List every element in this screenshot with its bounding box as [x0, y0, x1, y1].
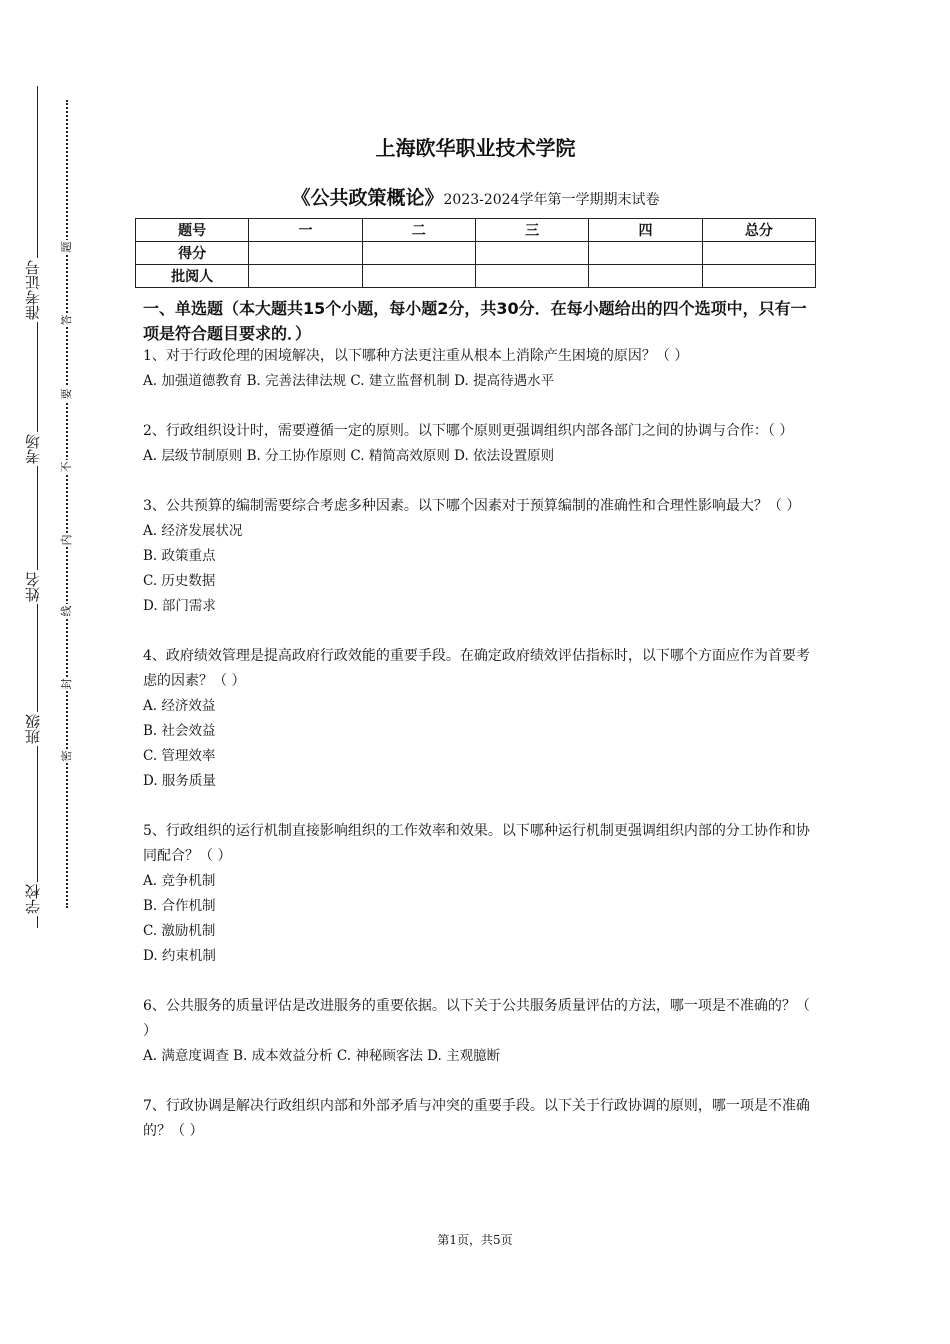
- seal-char: 封: [60, 678, 73, 690]
- exam-title: [143, 183, 808, 210]
- score-table-header: 一: [249, 219, 362, 242]
- question-option: A. 经济发展状况: [143, 523, 243, 539]
- question-stem: 2、行政组织设计时，需要遵循一定的原则。以下哪个原则更强调组织内部各部门之间的协调与合作：（ ）: [143, 423, 794, 439]
- question-stem: 5、行政组织的运行机制直接影响组织的工作效率和效果。以下哪种运行机制更强调组织内部的分工协作和协同配合？（ ）: [143, 823, 810, 864]
- score-table-header: 四: [589, 219, 702, 242]
- question-option: B. 合作机制: [143, 898, 216, 914]
- question-option: B. 社会效益: [143, 723, 216, 739]
- reviewer-cell: [249, 265, 362, 288]
- question-options: A. 满意度调查 B. 成本效益分析 C. 神秘顾客法 D. 主观臆断: [143, 1048, 501, 1064]
- school-title: 上海欧华职业技术学院: [375, 136, 576, 160]
- question-option: D. 约束机制: [143, 948, 216, 964]
- seal-char: 要: [60, 388, 73, 400]
- exam-number-field-label: 准考证号: [24, 260, 42, 320]
- score-table-header: 三: [475, 219, 588, 242]
- score-table-header-row: [136, 219, 816, 242]
- term-title: 2023-2024学年第一学期期末试卷: [443, 192, 660, 208]
- exam-room-field-label: 考场: [24, 434, 42, 464]
- score-row: [136, 242, 816, 265]
- reviewer-row: [136, 265, 816, 288]
- score-table-header: 总分: [702, 219, 815, 242]
- question-6: [143, 994, 815, 1069]
- score-cell: [589, 242, 702, 265]
- binding-solid-line: [37, 86, 38, 928]
- question-option: A. 经济效益: [143, 698, 216, 714]
- score-cell: [475, 242, 588, 265]
- section-heading: 一、单选题（本大题共15个小题，每小题2分，共30分．在每小题给出的四个选项中，只有一项是符合题目要求的．）: [143, 299, 807, 343]
- reviewer-row-label: 批阅人: [136, 265, 249, 288]
- question-4: [143, 644, 815, 794]
- question-options: A. 层级节制原则 B. 分工协作原则 C. 精简高效原则 D. 依法设置原则: [143, 448, 555, 464]
- name-field-label: 姓名: [24, 572, 42, 602]
- question-list: [143, 344, 815, 1169]
- question-stem: 4、政府绩效管理是提高政府行政效能的重要手段。在确定政府绩效评估指标时，以下哪个方面应作为首要考虑的因素？（ ）: [143, 648, 810, 689]
- seal-dotted-line: [66, 100, 68, 908]
- seal-char: 不: [60, 461, 73, 473]
- reviewer-cell: [475, 265, 588, 288]
- question-option: C. 管理效率: [143, 748, 216, 764]
- seal-char: 内: [60, 534, 73, 546]
- score-row-label: 得分: [136, 242, 249, 265]
- question-option: B. 政策重点: [143, 548, 216, 564]
- score-table-header: 题号: [136, 219, 249, 242]
- binding-margin: [0, 0, 90, 1344]
- question-option: D. 服务质量: [143, 773, 216, 789]
- reviewer-cell: [362, 265, 475, 288]
- seal-char: 线: [60, 605, 73, 617]
- question-7: [143, 1094, 815, 1144]
- question-2: [143, 419, 815, 469]
- question-option: A. 竞争机制: [143, 873, 216, 889]
- question-5: [143, 819, 815, 969]
- question-option: C. 历史数据: [143, 573, 216, 589]
- question-3: [143, 494, 815, 619]
- score-cell: [362, 242, 475, 265]
- reviewer-cell: [589, 265, 702, 288]
- school-field-label: 学校: [24, 884, 42, 914]
- question-stem: 1、对于行政伦理的困境解决，以下哪种方法更注重从根本上消除产生困境的原因？（ ）: [143, 348, 689, 364]
- class-field-label: 班级: [24, 714, 42, 744]
- score-table: [135, 218, 816, 288]
- question-stem: 6、公共服务的质量评估是改进服务的重要依据。以下关于公共服务质量评估的方法，哪一项是不准确的？（ ）: [143, 998, 810, 1039]
- page-footer: 第1页，共5页: [437, 1233, 513, 1247]
- question-option: D. 部门需求: [143, 598, 216, 614]
- score-cell: [702, 242, 815, 265]
- seal-char: 题: [60, 241, 73, 253]
- seal-char: 答: [60, 314, 73, 326]
- question-options: A. 加强道德教育 B. 完善法律法规 C. 建立监督机制 D. 提高待遇水平: [143, 373, 555, 389]
- score-cell: [249, 242, 362, 265]
- course-title: 《公共政策概论》: [291, 187, 444, 209]
- question-stem: 3、公共预算的编制需要综合考虑多种因素。以下哪个因素对于预算编制的准确性和合理性影响最大？（ ）: [143, 498, 801, 514]
- reviewer-cell: [702, 265, 815, 288]
- score-table-header: 二: [362, 219, 475, 242]
- question-stem: 7、行政协调是解决行政组织内部和外部矛盾与冲突的重要手段。以下关于行政协调的原则，哪一项是不准确的？（ ）: [143, 1098, 810, 1139]
- seal-char: 密: [60, 750, 73, 762]
- question-option: C. 激励机制: [143, 923, 216, 939]
- question-1: [143, 344, 815, 394]
